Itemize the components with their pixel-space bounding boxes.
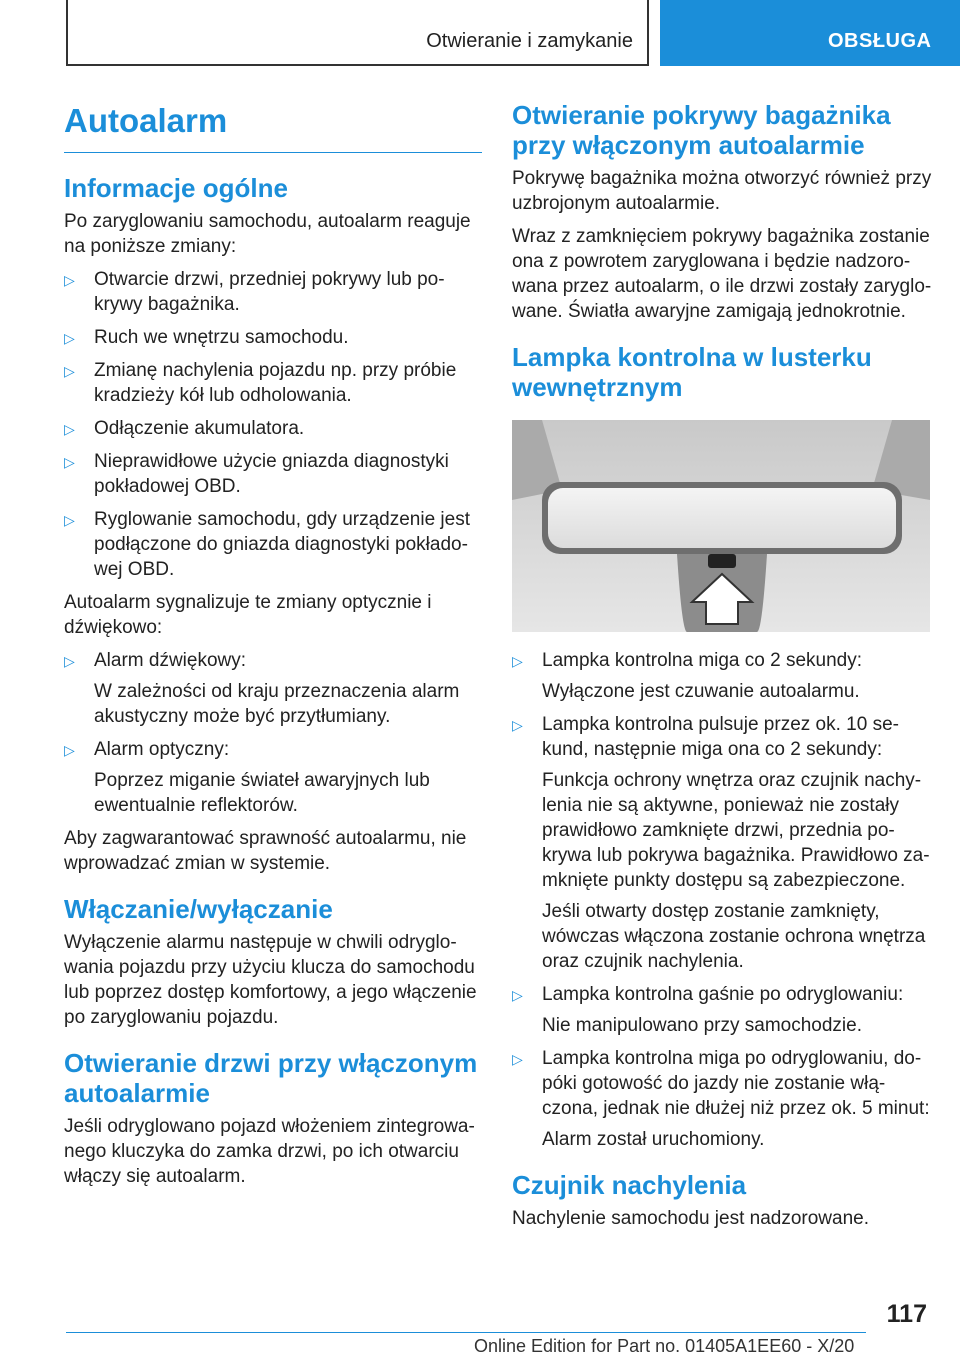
signal-intro: Autoalarm sygnalizuje te zmiany optycznie i dźwiękowo:	[64, 592, 432, 638]
right-column	[512, 100, 932, 1239]
toggle-text: Wyłączenie alarmu następuje w chwili odryglowania pojazdu przy użyciu klucza do samochodu lub poprzez dostęp komfortowy, a jego włączenie po zaryglowaniu pojazdu.	[64, 932, 477, 1028]
header-section-title: Otwieranie i zamykanie	[426, 30, 633, 52]
left-column	[64, 100, 482, 1197]
list-item: ▷ Lampka kontrolna gaśnie po odryglowaniu:	[512, 982, 932, 1007]
heading-doors: Otwieranie drzwi przy włączonym autoalarmie	[64, 1048, 478, 1108]
heading-lamp: Lampka kontrolna w lusterku wewnętrznym	[512, 342, 872, 402]
trunk-text-2: Wraz z zamknięciem pokrywy bagażnika zostanie ona z powrotem zaryglowana i będzie nadzorowana przez autoalarm, o ile drzwi zostały zaryglowane. Światła awaryjne zamigają jednokrotnie.	[512, 226, 932, 322]
list-item-detail: Alarm został uruchomiony.	[542, 1129, 765, 1150]
list-item-detail: Poprzez miganie świateł awaryjnych lub ewentualnie reflektorów.	[94, 770, 430, 816]
list-item-detail: Wyłączone jest czuwanie autoalarmu.	[542, 681, 860, 702]
list-item-detail: Funkcja ochrony wnętrza oraz czujnik nachylenia nie są aktywne, ponieważ nie zostały prawidłowo zamknięte drzwi, przednia pokrywa lub pokrywa bagażnika. Prawidłowo zamknięte punkty dostępu są zabezpieczone.	[542, 770, 930, 891]
list-item-detail: Jeśli otwarty dostęp zostanie zamknięty, wówczas włączona zostanie ochrona wnętrza oraz czujnik nachylenia.	[542, 901, 926, 972]
general-outro: Aby zagwarantować sprawność autoalarmu, nie wprowadzać zmian w systemie.	[64, 828, 467, 874]
header-chapter-label: OBSŁUGA	[828, 30, 932, 52]
heading-general: Informacje ogólne	[64, 173, 288, 203]
heading-trunk: Otwieranie pokrywy bagażnika przy włączonym autoalarmie	[512, 100, 891, 160]
list-item: ▷ Lampka kontrolna miga co 2 sekundy:	[512, 648, 932, 673]
trunk-text-1: Pokrywę bagażnika można otworzyć również przy uzbrojonym autoalarmie.	[512, 168, 932, 214]
list-item: ▷ Ruch we wnętrzu samochodu.	[64, 325, 482, 350]
list-item: ▷ Zmianę nachylenia pojazdu np. przy próbie kradzieży kół lub odholowania.	[64, 358, 482, 408]
list-item: ▷ Otwarcie drzwi, przedniej pokrywy lub pokrywy bagażnika.	[64, 267, 482, 317]
footer-divider	[66, 1332, 866, 1333]
list-item: ▷ Alarm dźwiękowy:	[64, 648, 482, 673]
list-item: ▷ Alarm optyczny:	[64, 737, 482, 762]
header-chapter-tab[interactable]	[660, 0, 960, 66]
list-item: ▷ Odłączenie akumulatora.	[64, 416, 482, 441]
list-item-detail: Nie manipulowano przy samochodzie.	[542, 1015, 862, 1036]
signal-list	[64, 648, 482, 673]
list-item: ▷ Ryglowanie samochodu, gdy urządzenie jest podłączone do gniazda diagnostyki pokładowej OBD.	[64, 507, 482, 582]
change-list	[64, 267, 482, 582]
lamp-list	[512, 648, 932, 673]
page-number: 117	[886, 1300, 927, 1328]
doors-text: Jeśli odryglowano pojazd włożeniem zintegrowanego kluczyka do zamka drzwi, po ich otwarciu włączy się autoalarm.	[64, 1116, 475, 1187]
footer-edition: Online Edition for Part no. 01405A1EE60 - X/20	[474, 1336, 855, 1356]
list-item: ▷ Nieprawidłowe użycie gniazda diagnostyki pokładowej OBD.	[64, 449, 482, 499]
general-intro: Po zaryglowaniu samochodu, autoalarm reaguje na poniższe zmiany:	[64, 211, 471, 257]
signal-list-2	[64, 737, 482, 762]
list-item: ▷ Lampka kontrolna pulsuje przez ok. 10 sekund, następnie miga ona co 2 sekundy:	[512, 712, 932, 762]
list-item: ▷ Lampka kontrolna miga po odryglowaniu, dopóki gotowość do jazdy nie zostanie włączona, jednak nie dłużej niż przez ok. 5 minut:	[512, 1046, 932, 1121]
tilt-text: Nachylenie samochodu jest nadzorowane.	[512, 1208, 869, 1229]
list-item-detail: W zależności od kraju przeznaczenia alarm akustyczny może być przytłumiany.	[94, 681, 460, 727]
lamp-list-3	[512, 982, 932, 1007]
heading-toggle: Włączanie/wyłączanie	[64, 894, 333, 924]
header-section-box	[66, 0, 649, 66]
mirror-indicator-image	[512, 420, 930, 632]
main-title: Autoalarm	[64, 100, 482, 153]
heading-tilt: Czujnik nachylenia	[512, 1170, 747, 1200]
lamp-list-4	[512, 1046, 932, 1121]
lamp-list-2	[512, 712, 932, 762]
page-header	[0, 0, 960, 66]
